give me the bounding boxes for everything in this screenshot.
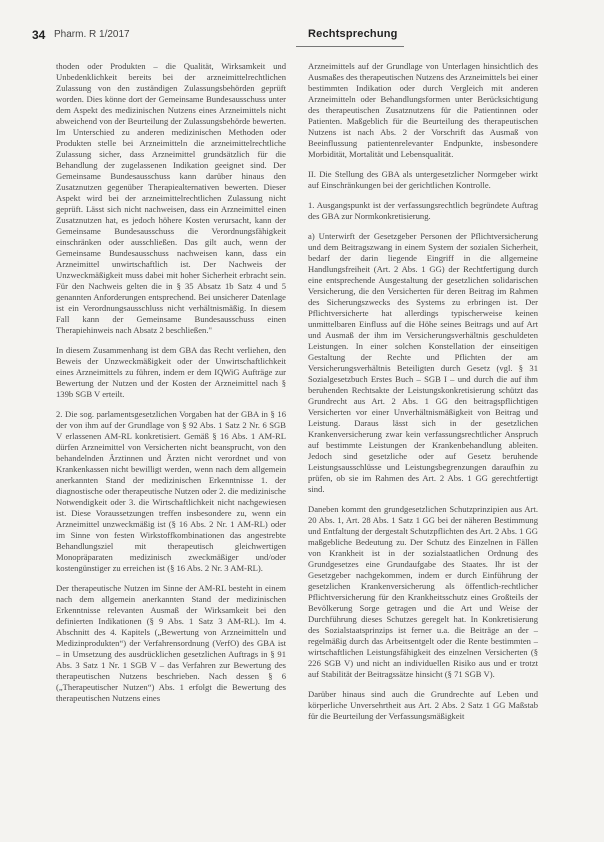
right-column <box>308 61 538 826</box>
paragraph: thoden oder Produkten – die Qualität, Wirksamkeit und Unbedenklichkeit bereits bei der arzneimittelrechtlichen Zulassung von den zuständigen Zulassungsbehörden geprüft worden. Dies könne dort der Gemeinsame Bundesausschuss unter dem Aspekt des medizinischen Nutzens eines Arzneimittels nicht abweichend von der Beurteilung der Zulassungsbehörde bewerten. Im Unterschied zu anderen medizinischen Methoden oder Produkten stelle bei Arzneimitteln die arzneimittelrechtliche Zulassung sicher, dass Arzneimittel grundsätzlich für die Behandlung der zugelassenen Indikation geeignet sind. Der Gemeinsame Bundesausschuss kann darüber hinaus den Zusatznutzen gegenüber Therapiealternativen bewerten. Dieser Aspekt wird bei der arzneimittelrechtlichen Zulassung nicht geprüft. Lässt sich nicht nachweisen, dass ein Arzneimittel einen Zusatznutzen hat, es jedoch höhere Kosten verursacht, kann der Gemeinsame Bundesausschuss die Verordnungsfähigkeit einschränken oder ausschließen. Das gilt auch, wenn der Gemeinsame Bundesausschuss nachweisen kann, dass ein Arzneimittel unwirtschaftlich ist. Der Nachweis der Unzweckmäßigkeit muss dabei mit hoher Sicherheit erbracht sein. Für den Nachweis gelten die in § 35 Absatz 1b Satz 4 und 5 genannten Anforderungen entsprechend. Bei unsicherer Datenlage ist ein Verordnungsausschluss nicht verhältnismäßig. In diesem Fall kann der Gemeinsame Bundesausschuss einen Therapiehinweis nach Absatz 2 beschließen." <box>56 61 286 335</box>
paragraph: Der therapeutische Nutzen im Sinne der AM-RL besteht in einem nach dem allgemein anerkannten Stand der medizinischen Erkenntnisse relevanten Ausmaß der Wirksamkeit bei den definierten Indikationen (§ 9 Abs. 1 Satz 3 AM-RL). Im 4. Abschnitt des 4. Kapitels („Bewertung von Arzneimitteln und Medizinprodukten“) der Verfahrensordnung (VerfO) des GBA ist – in Umsetzung des ausdrücklichen gesetzlichen Auftrags in § 91 Abs. 3 Satz 1 Nr. 1 SGB V – das Verfahren zur Bewertung des therapeutischen Nutzens beschrieben. Nach dessen § 6 („Therapeutischer Nutzen“) Abs. 1 erfolgt die Bewertung des therapeutischen Nutzens eines <box>56 583 286 703</box>
paragraph: Daneben kommt den grundgesetzlichen Schutzprinzipien aus Art. 20 Abs. 1, Art. 28 Abs. 1 Satz 1 GG bei der näheren Bestimmung und Entfaltung der dergestalt Schutzpflichten des Art. 2 Abs. 1 GG maßgebliche Bedeutung zu. Der Schutz des Einzelnen in Fällen von Krankheit ist in der sozialstaatlichen Ordnung des Grundgesetzes eine Grundaufgabe des Staates. Ihr ist der Gesetzgeber nachgekommen, indem er durch Einführung der gesetzlichen Krankenversicherung als öffentlich-rechtlicher Pflichtversicherung für den Krankheitsschutz eines Großteils der Bevölkerung Sorge getragen und die Art und Weise der Durchführung dieses Schutzes geregelt hat. In Konkretisierung des Sozialstaatsprinzips ist ferner u.a. die Beiträge an der – regelmäßig durch das Arbeitsentgelt oder die Rente bestimmten – wirtschaftlichen Leistungsfähigkeit des einzelnen Versicherten (§ 226 SGB V) und nicht an individuellen Risiko aus und er trotzt auf Stabilität der Beitragssätze hinsicht (§ 71 SGB V). <box>308 504 538 679</box>
paragraph: 2. Die sog. parlamentsgesetzlichen Vorgaben hat der GBA in § 16 der von ihm auf der Grundlage von § 92 Abs. 1 Satz 2 Nr. 6 SGB V erlassenen AM-RL konkretisiert. Gemäß § 16 Abs. 1 AM-RL dürfen Arzneimittel von Versicherten nicht beansprucht, von den behandelnden Ärztinnen und Ärzten nicht verordnet und von Krankenkassen nicht bewilligt werden, wenn nach dem allgemein anerkannten Stand der medizinischen Erkenntnisse 1. der diagnostische oder therapeutische Nutzen oder 2. die medizinische Notwendigkeit oder 3. die Wirtschaftlichkeit nicht nachgewiesen ist. Diese Voraussetzungen treffen insbesondere zu, wenn ein Arzneimittel unzweckmäßig ist (§ 16 Abs. 2 Nr. 1 AM-RL) oder im Sinne von festen Wirkstoffkombinationen das angestrebte Behandlungsziel mit therapeutisch gleichwertigen Monopräparaten medizinisch zweckmäßiger und/oder kostengünstiger zu erreichen ist (§ 16 Abs. 2 Nr. 3 AM-RL). <box>56 409 286 573</box>
paragraph: a) Unterwirft der Gesetzgeber Personen der Pflichtversicherung und dem Beitragszwang in einem System der sozialen Sicherheit, bedarf der darin liegende Eingriff in die allgemeine Handlungsfreiheit (Art. 2 Abs. 1 GG) der Rechtfertigung durch eine entsprechende Ausgestaltung der gesetzlichen solidarischen Versicherung, die den Versicherten für deren Beitrag im Rahmen des Sicherungszwecks des Systems zu erbringen ist. Der Pflichtversicherte hat allerdings typischerweise keinen unmittelbaren Einfluss auf die Höhe seines Beitrags und auf Art und Ausmaß der ihm im Versicherungsverhältnis geschuldeten Leistungen. In einer solchen Konstellation der einseitigen Gestaltung der Rechte und Pflichten der am Versicherungsverhältnis Beteiligten durch Gesetz (vgl. § 31 Sozialgesetzbuch Erstes Buch – SGB I – und durch die auf ihm beruhenden Rechtsakte der Leistungskonkretisierung schützt das Grundrecht aus Art. 2 Abs. 1 GG den beitragspflichtigen Versicherten vor einer Unverhältnismäßigkeit von Beitrag und Leistung. Daraus lässt sich in der gesetzlichen Krankenversicherung zwar kein verfassungsrechtlicher Anspruch auf bestimmte Leistungen der Krankenbehandlung ableiten. Jedoch sind gesetzliche oder auf Gesetz beruhende Leistungsausschlüsse und Leistungsbegrenzungen daraufhin zu prüfen, ob sie im Rahmen des Art. 2 Abs. 1 GG gerechtfertigt sind. <box>308 231 538 494</box>
left-column <box>56 61 286 826</box>
journal-reference: Pharm. R 1/2017 <box>54 29 130 40</box>
page-number: 34 <box>32 28 46 42</box>
paragraph: In diesem Zusammenhang ist dem GBA das Recht verliehen, den Beweis der Unzweckmäßigkeit oder der Unwirtschaftlichkeit eines Arzneimittels zu führen, indem er dem IQWiG Aufträge zur Bewertung der Nutzen und der Kosten der Arzneimittel nach § 139b SGB V erteilt. <box>56 345 286 399</box>
paragraph: Arzneimittels auf der Grundlage von Unterlagen hinsichtlich des Ausmaßes des therapeutischen Nutzens des Arzneimittels bei einer bestimmten Indikation oder durch Vergleich mit anderen Arzneimitteln oder Behandlungsformen unter Berücksichtigung des therapeutischen Zusatznutzens für die Patientinnen oder Patienten. Maßgeblich für die Beurteilung des therapeutischen Nutzens ist nach Abs. 2 der Vorschrift das Ausmaß von Beeinflussung patientenrelevanter Endpunkte, insbesondere Morbidität, Mortalität und Lebensqualität. <box>308 61 538 159</box>
page-header <box>32 28 572 48</box>
paragraph: Darüber hinaus sind auch die Grundrechte auf Leben und körperliche Unversehrtheit aus Art. 2 Abs. 2 Satz 1 GG Maßstab für die Beurteilung der Verfassungsmäßigkeit <box>308 689 538 721</box>
paragraph: II. Die Stellung des GBA als untergesetzlicher Normgeber wirkt auf Einschränkungen bei der gerichtlichen Kontrolle. <box>308 169 538 190</box>
section-title: Rechtsprechung <box>308 28 398 40</box>
paragraph: 1. Ausgangspunkt ist der verfassungsrechtlich begründete Auftrag des GBA zur Normkonkretisierung. <box>308 200 538 221</box>
section-underline <box>296 46 404 47</box>
